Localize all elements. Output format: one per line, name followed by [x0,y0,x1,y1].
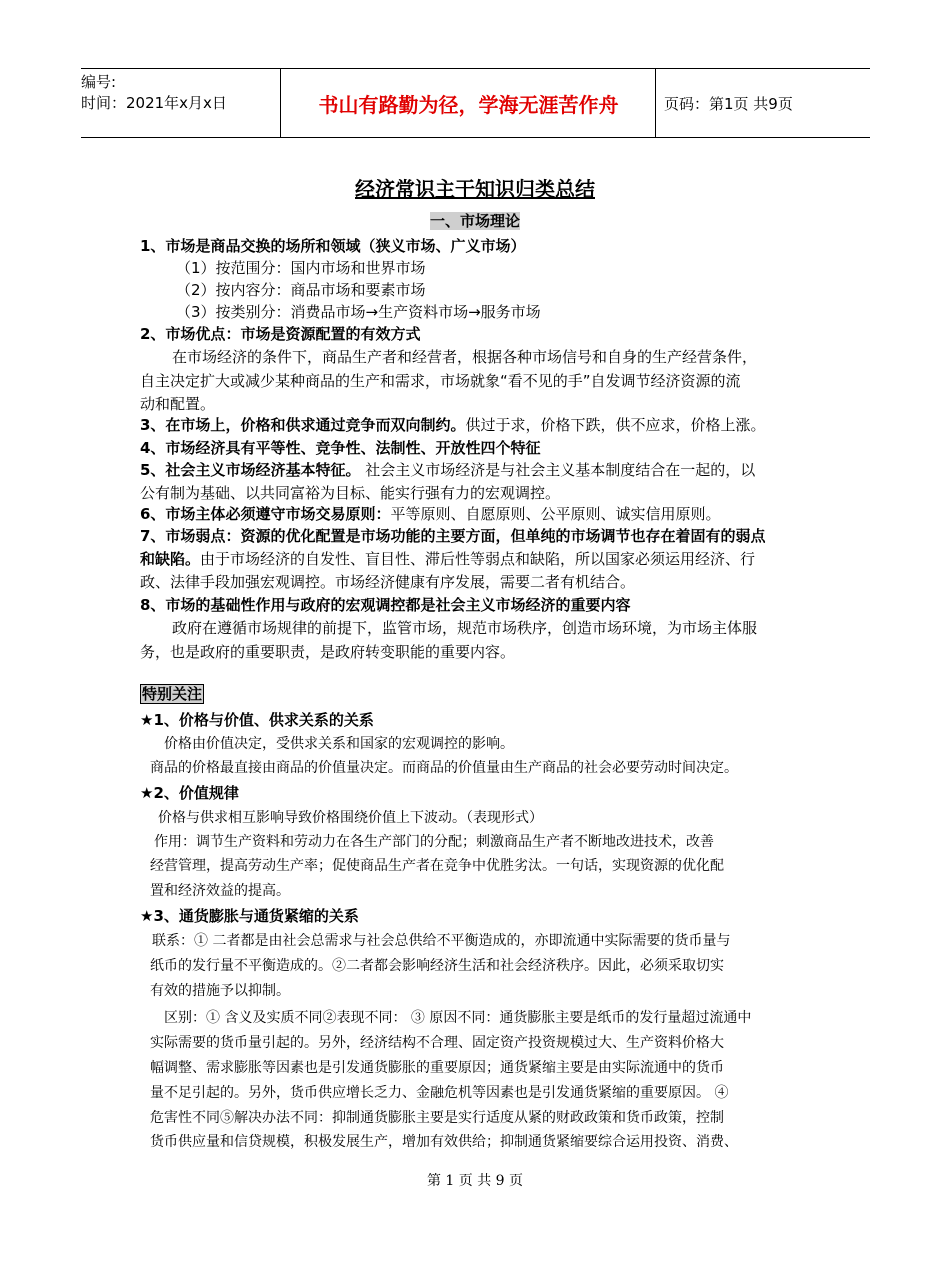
body-line-text: 3、在市场上，价格和供求通过竞争而双向制约。 [140,416,466,434]
special-line [140,1131,840,1151]
body-line [140,323,830,344]
header-motto: 书山有路勤为径，学海无涯苦作舟 [282,69,656,137]
special-line [140,733,854,753]
body-line [140,414,830,435]
header-page-label: 页码：第1页 共9页 [664,94,793,113]
special-line-text: 纸币的发行量不平衡造成的。②二者都会影响经济生活和社会经济秩序。因此，必须采取切实 [150,958,724,974]
special-tag: 特别关注 [142,685,203,703]
body-line-text: 4、市场经济具有平等性、竞争性、法制性、开放性四个特征 [140,439,541,457]
body-line-text: 1、市场是商品交换的场所和领域（狭义市场、广义市场） [140,237,526,255]
body-line-text: 和缺陷。 [140,550,201,568]
special-line [140,807,848,827]
special-line-text: 有效的措施予以抑制。 [150,983,290,999]
body-line-tail: 供过于求，价格下跌，供不应求，价格上涨。 [465,416,766,434]
special-line-text: 商品的价格最直接由商品的价值量决定。而商品的价值量由生产商品的社会必要劳动时间决定。 [150,760,738,776]
body-line-text: 7、市场弱点：资源的优化配置是市场功能的主要方面，但单纯的市场调节也存在着固有的弱点 [140,527,766,545]
body-line-tail: 由于市场经济的自发性、盲目性、滞后性等弱点和缺陷，所以国家必须运用经济、行 [200,550,756,568]
body-line [140,482,830,503]
special-line [140,880,840,900]
special-line [140,1082,840,1102]
special-line-text: 置和经济效益的提高。 [150,883,290,899]
special-line-text: 区别：① 含义及实质不同②表现不同： ③ 原因不同：通货膨胀主要是纸币的发行量超过流通中 [164,1010,752,1026]
document-title [0,173,950,202]
body-line-text: （1）按范围分：国内市场和世界市场 [176,259,426,277]
special-line-text: 价格与供求相互影响导致价格围绕价值上下波动。（表现形式） [158,810,543,826]
special-line-text: 经营管理，提高劳动生产率；促使商品生产者在竞争中优胜劣汰。一句话，实现资源的优化配 [150,858,724,874]
body-line [140,393,830,414]
body-line [140,525,830,546]
special-line [140,980,840,1000]
special-line [140,782,830,803]
page-footer: 第 1 页 共 9 页 [426,1173,524,1189]
body-line [140,346,862,367]
body-line-text: 动和配置。 [140,395,216,413]
special-line-text: 价格由价值决定，受供求关系和国家的宏观调控的影响。 [164,736,514,752]
special-line-text: 作用：调节生产资料和劳动力在各生产部门的分配；刺激商品生产者不断地改进技术，改善 [154,834,714,850]
special-line [140,757,840,777]
special-line [140,1107,840,1127]
special-line [140,930,842,950]
special-line-text: ★2、价值规律 [140,784,239,802]
special-line [140,905,830,926]
special-line-text: ★3、通货膨胀与通货紧缩的关系 [140,907,359,925]
body-line-text: 务，也是政府的重要职责，是政府转变职能的重要内容。 [140,643,516,661]
page-header [81,68,870,138]
body-line [140,548,830,569]
special-line [140,1007,854,1027]
special-line [140,1057,840,1077]
body-line [140,370,830,391]
document-title-text: 经济常识主干知识归类总结 [355,177,595,201]
body-line-text: 2、市场优点：市场是资源配置的有效方式 [140,325,421,343]
special-line-text: ★1、价格与价值、供求关系的关系 [140,711,374,729]
body-line [140,437,830,458]
body-line-text: （3）按类别分：消费品市场→生产资料市场→服务市场 [176,303,541,321]
body-line-tail: 平等原则、自愿原则、公平原则、诚实信用原则。 [390,505,721,523]
body-line [140,571,830,592]
special-line [140,709,830,730]
special-line-text: 危害性不同⑤解决办法不同：抑制通货膨胀主要是实行适度从紧的财政政策和货币政策，控制 [150,1110,724,1126]
body-line [140,594,830,615]
body-line [140,641,830,662]
body-line-tail: 社会主义市场经济是与社会主义基本制度结合在一起的，以 [360,461,756,479]
body-line [140,503,830,524]
special-line-text: 货币供应量和信贷规模，积极发展生产，增加有效供给；抑制通货紧缩要综合运用投资、消费、 [150,1134,738,1150]
special-line [140,855,840,875]
body-line [140,279,866,300]
body-line-text: 在市场经济的条件下，商品生产者和经营者，根据各种市场信号和自身的生产经营条件， [172,348,758,366]
body-line-text: 8、市场的基础性作用与政府的宏观调控都是社会主义市场经济的重要内容 [140,596,631,614]
section-heading [0,210,950,231]
special-line-text: 联系：① 二者都是由社会总需求与社会总供给不平衡造成的，亦即流通中实际需要的货币量与 [152,933,731,949]
body-line [140,235,830,256]
body-line-text: 政府在遵循市场规律的前提下，监管市场，规范市场秩序，创造市场环境，为市场主体服 [172,619,758,637]
special-line-text: 量不足引起的。另外，货币供应增长乏力、金融危机等因素也是引发通货紧缩的重要原因。 ④ [150,1085,729,1101]
header-meta [81,69,281,137]
body-line-text: 政、法律手段加强宏观调控。市场经济健康有序发展，需要二者有机结合。 [140,573,636,591]
body-line-text: 5、社会主义市场经济基本特征。 [140,461,361,479]
special-line [140,831,844,851]
body-line-text: 自主决定扩大或减少某种商品的生产和需求，市场就象“看不见的手”自发调节经济资源的流 [140,372,741,390]
body-line [140,301,866,322]
special-line-text: 实际需要的货币量引起的。另外，经济结构不合理、固定资产投资规模过大、生产资料价格大 [150,1035,724,1051]
special-line-text: 幅调整、需求膨胀等因素也是引发通货膨胀的重要原因；通货紧缩主要是由实际流通中的货币 [150,1060,724,1076]
body-line [140,257,866,278]
special-tag-row [140,683,830,704]
body-line [140,459,830,480]
body-line-text: 6、市场主体必须遵守市场交易原则： [140,505,391,523]
body-line-text: 公有制为基础、以共同富裕为目标、能实行强有力的宏观调控。 [140,484,561,502]
special-line [140,1032,840,1052]
body-line [140,617,862,638]
number-label: 编号: [81,73,117,91]
special-line [140,955,840,975]
section-heading-text: 一、市场理论 [429,212,520,230]
time-label: 时间：2021年x月x日 [81,94,227,112]
body-line-text: （2）按内容分：商品市场和要素市场 [176,281,426,299]
